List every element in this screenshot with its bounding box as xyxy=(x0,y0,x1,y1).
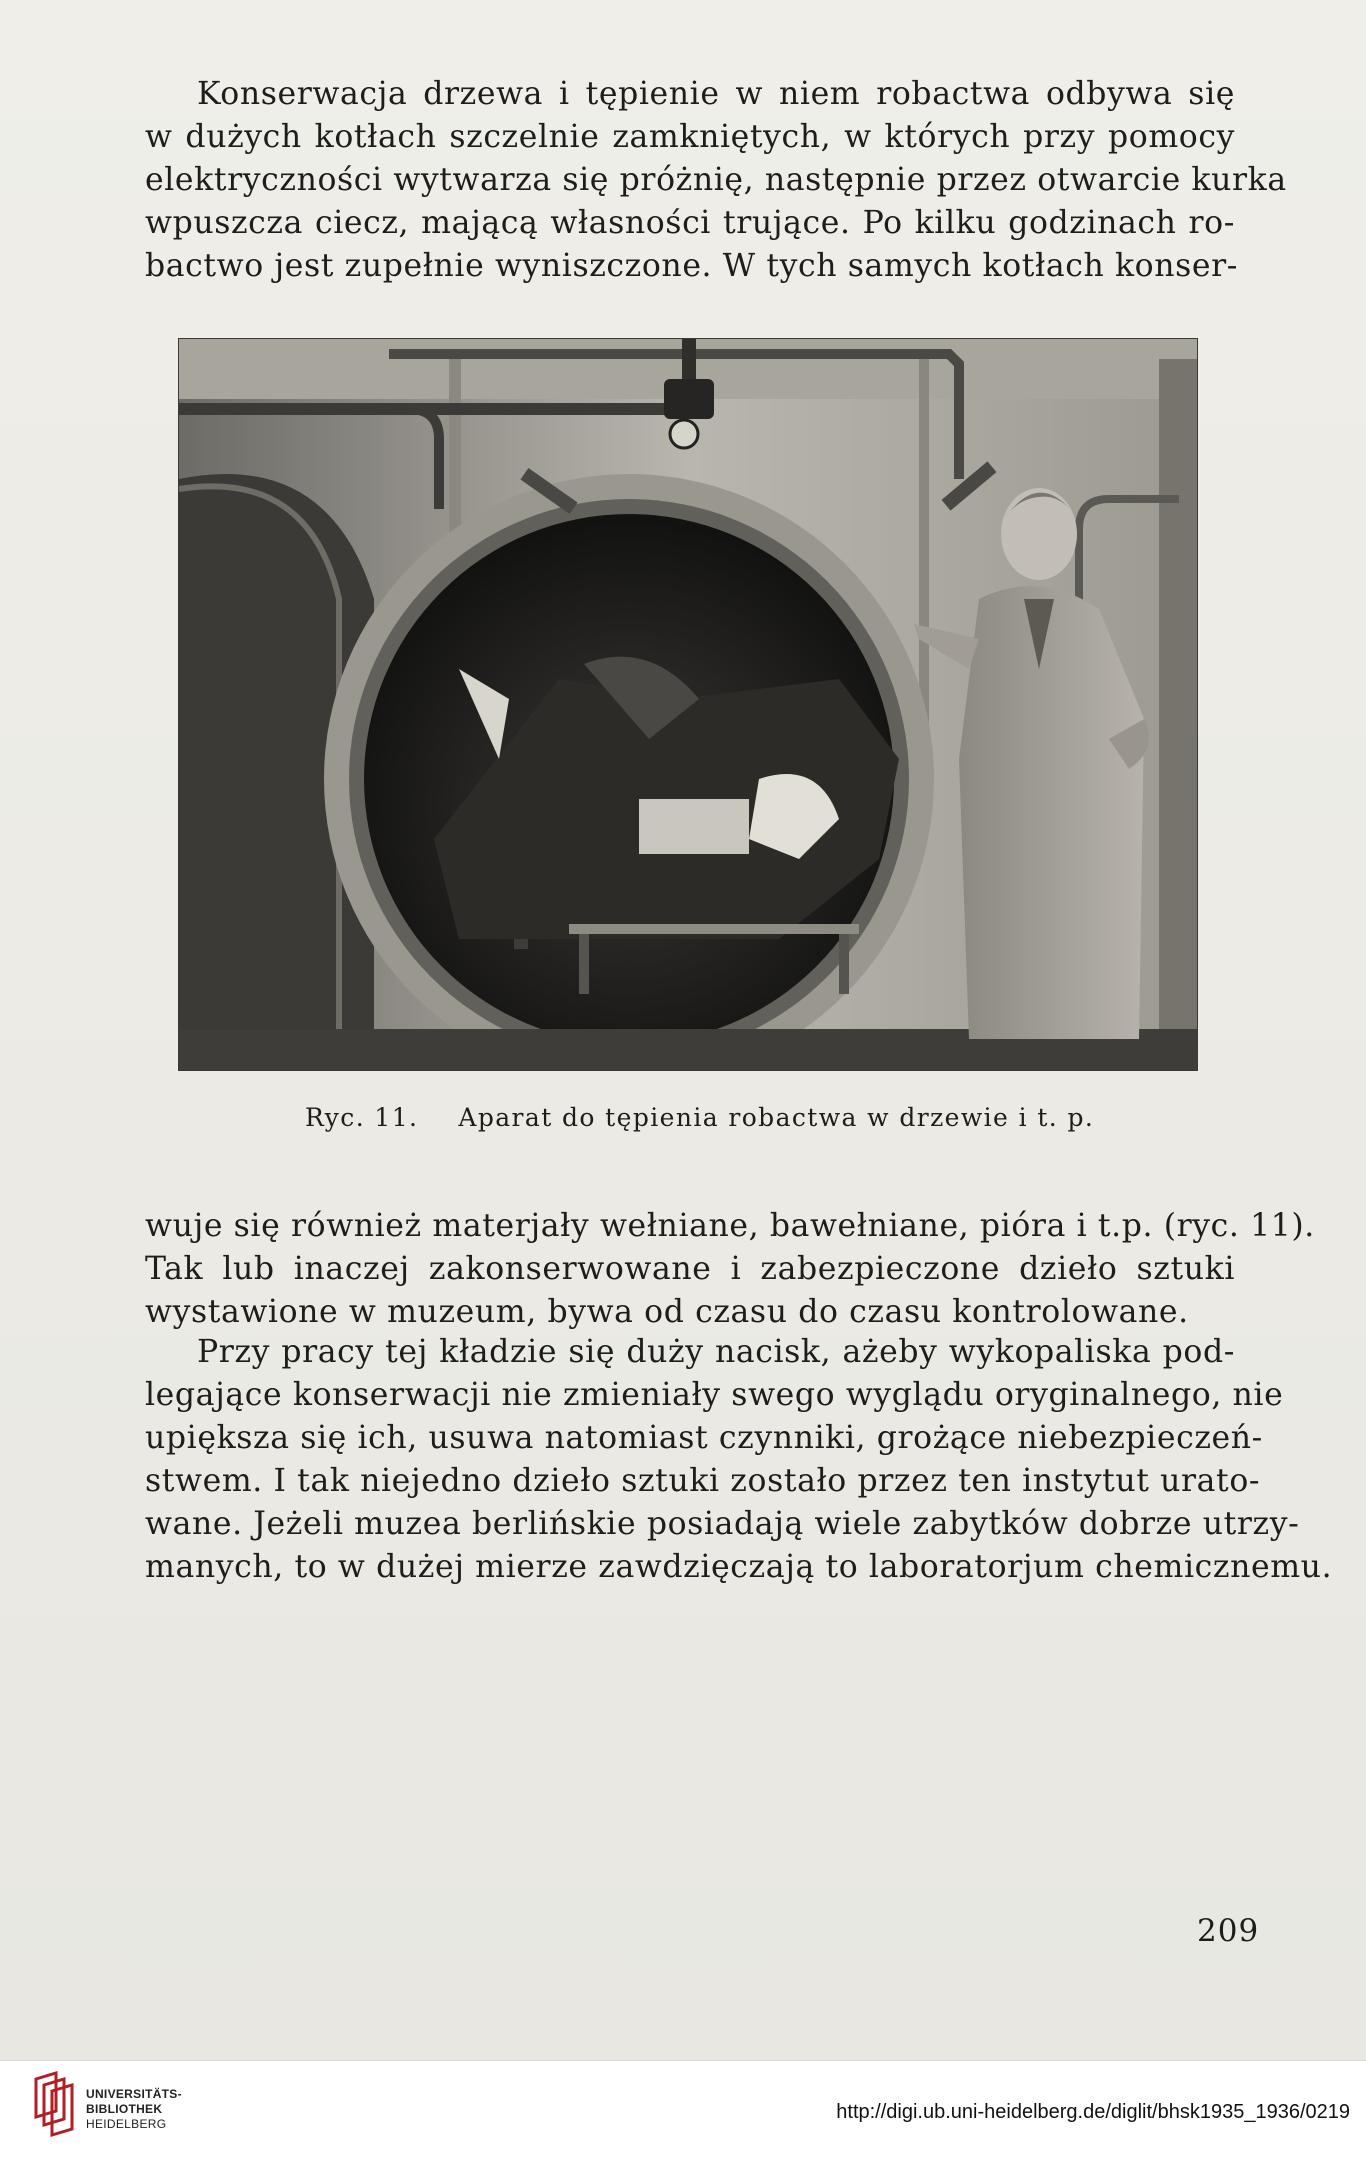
text-line: manych, to w dużej mierze zawdzięczają to laboratorjum chemicznemu. xyxy=(145,1549,1333,1585)
text-line: wane. Jeżeli muzea berlińskie posiadają wiele zabytków dobrze utrzy- xyxy=(145,1506,1300,1542)
library-name xyxy=(86,2087,182,2132)
library-name-line: BIBLIOTHEK xyxy=(86,2102,163,2116)
paragraph-top xyxy=(145,73,1287,288)
text-line: wpuszcza ciecz, mającą własności trujące. Po kilku godzinach ro- xyxy=(145,205,1235,241)
paragraph-second xyxy=(145,1331,1333,1589)
text-line: elektryczności wytwarza się próżnię, następnie przez otwarcie kurka xyxy=(145,162,1287,198)
text-line: wuje się również materjały wełniane, bawełniane, pióra i t.p. (ryc. 11). xyxy=(145,1208,1315,1244)
text-line: stwem. I tak niejedno dzieło sztuki zostało przez ten instytut urato- xyxy=(145,1463,1261,1499)
text-line: Przy pracy tej kładzie się duży nacisk, ażeby wykopaliska pod- xyxy=(197,1334,1235,1370)
text-line: w dużych kotłach szczelnie zamkniętych, w których przy pomocy xyxy=(145,119,1235,155)
library-name-line: HEIDELBERG xyxy=(86,2117,167,2131)
source-url[interactable]: http://digi.ub.uni-heidelberg.de/diglit/bhsk1935_1936/0219 xyxy=(836,2101,1350,2123)
page-number: 209 xyxy=(1197,1913,1260,1949)
text-line: legające konserwacji nie zmieniały swego wyglądu oryginalnego, nie xyxy=(145,1377,1284,1413)
vacuum-chamber-photo xyxy=(179,339,1198,1071)
figure-number: Ryc. 11. xyxy=(305,1103,419,1132)
text-line: bactwo jest zupełnie wyniszczone. W tych samych kotłach konser- xyxy=(145,248,1239,284)
library-logo-icon xyxy=(30,2071,78,2141)
figure-caption xyxy=(305,1103,1094,1132)
library-name-line: UNIVERSITÄTS- xyxy=(86,2087,182,2101)
figure-caption-text: Aparat do tępienia robactwa w drzewie i t. p. xyxy=(458,1103,1095,1132)
footer-bar xyxy=(0,2060,1366,2161)
paragraph-bottom xyxy=(145,1205,1315,1334)
text-line: Tak lub inaczej zakonserwowane i zabezpieczone dzieło sztuki xyxy=(145,1251,1235,1287)
text-line: wystawione w muzeum, bywa od czasu do czasu kontrolowane. xyxy=(145,1294,1189,1330)
text-line: Konserwacja drzewa i tępienie w niem robactwa odbywa się xyxy=(197,76,1235,112)
text-line: upiększa się ich, usuwa natomiast czynniki, grożące niebezpieczeń- xyxy=(145,1420,1263,1456)
figure-photograph xyxy=(178,338,1198,1071)
